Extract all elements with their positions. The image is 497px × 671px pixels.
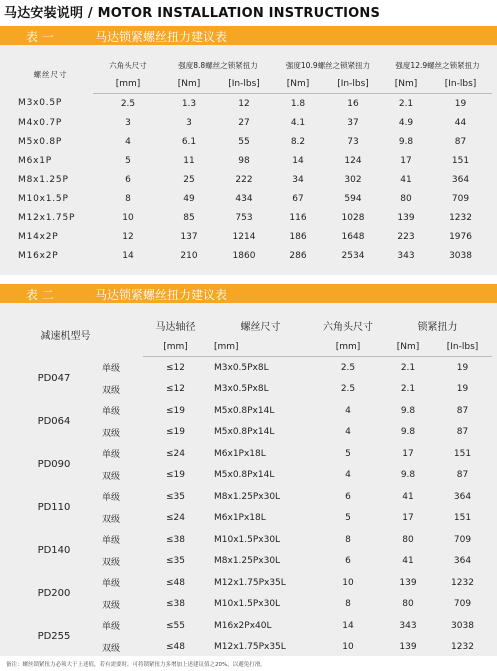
unit-cell: [In-lbs] [323, 75, 383, 94]
value-cell: M5x0.8Px14L [214, 427, 275, 438]
value-cell: 137 [180, 231, 198, 242]
value-cell: 2.5 [340, 384, 356, 395]
value-cell: 67 [292, 193, 304, 204]
header-grade-8-8: 强度8.8螺丝之锁紧扭力 [178, 60, 258, 70]
value-cell: 116 [289, 212, 307, 223]
stage-cell: 单级 [102, 450, 121, 461]
model-name: PD200 [37, 588, 71, 599]
screw-size-cell: M14x2P [18, 231, 59, 242]
value-cell: M8x1.25Px30L [214, 556, 281, 567]
section-2-tag: 表 二 [26, 288, 54, 302]
value-cell: M6x1Px18L [214, 513, 266, 524]
value-cell: 19 [454, 98, 467, 109]
value-cell: 6 [125, 174, 131, 185]
unit-cell: [Nm] [383, 75, 429, 94]
screw-size-cell: M3x0.5P [18, 98, 63, 109]
table-row [8, 132, 492, 151]
value-cell: 87 [456, 427, 469, 438]
screw-size-cell: M5x0.8P [18, 136, 63, 147]
value-cell: 343 [399, 620, 417, 631]
table-row [8, 400, 492, 422]
value-cell: 27 [238, 117, 250, 128]
value-cell: 3 [125, 117, 131, 128]
value-cell: ≤35 [166, 556, 185, 567]
value-cell: 1232 [451, 642, 474, 653]
section-1-tag: 表 一 [26, 30, 54, 44]
value-cell: 41 [402, 491, 414, 502]
table-row [8, 151, 492, 170]
value-cell: M12x1.75Px35L [214, 642, 286, 653]
header-motor-shaft: 马达轴径 [155, 321, 196, 333]
header-reducer-model: 减速机型号 [40, 330, 91, 342]
value-cell: 139 [397, 212, 415, 223]
model-name: PD090 [37, 459, 71, 470]
value-cell: ≤55 [166, 620, 185, 631]
value-cell: M16x2Px40L [214, 620, 272, 631]
unit-cell: [Nm] [273, 75, 323, 94]
value-cell: 5 [345, 513, 351, 524]
value-cell: 80 [400, 193, 412, 204]
value-cell: 6 [345, 491, 351, 502]
header-hex-size-2: 六角头尺寸 [323, 321, 373, 333]
value-cell: 2.1 [400, 362, 416, 373]
header-grade-10-9: 强度10.9螺丝之锁紧扭力 [285, 60, 371, 70]
value-cell: 25 [183, 174, 195, 185]
value-cell: 9.8 [398, 136, 414, 147]
value-cell: 16 [347, 98, 359, 109]
value-cell: 87 [456, 470, 469, 481]
stage-cell: 单级 [102, 536, 121, 547]
header-screw-size-2: 螺丝尺寸 [240, 321, 281, 333]
value-cell: 12 [122, 231, 134, 242]
torque-table-1 [8, 55, 492, 265]
header-hex-size: 六角头尺寸 [109, 60, 147, 70]
value-cell: 139 [399, 577, 417, 588]
unit-cell: [mm] [208, 338, 313, 357]
value-cell: 364 [451, 174, 470, 185]
value-cell: 10 [342, 642, 354, 653]
value-cell: 41 [402, 556, 414, 567]
screw-size-cell: M8x1.25P [18, 174, 69, 185]
value-cell: 87 [456, 405, 469, 416]
value-cell: 3 [186, 117, 192, 128]
section-2-title: 马达锁紧螺丝扭力建议表 [95, 288, 228, 302]
value-cell: 10 [122, 212, 134, 223]
value-cell: 434 [235, 193, 253, 204]
table-row [8, 357, 492, 379]
value-cell: 98 [238, 155, 250, 166]
unit-cell: [In-lbs] [429, 75, 492, 94]
value-cell: 8 [345, 534, 351, 545]
value-cell: 6 [345, 556, 351, 567]
value-cell: 1860 [232, 250, 256, 261]
table-row [8, 227, 492, 246]
value-cell: 1232 [449, 212, 472, 223]
screw-size-cell: M12x1.75P [18, 212, 76, 223]
stage-cell: 双级 [102, 385, 121, 396]
value-cell: 34 [292, 174, 304, 185]
value-cell: ≤19 [166, 405, 185, 416]
stage-cell: 单级 [102, 364, 121, 374]
value-cell: 4.9 [398, 117, 414, 128]
stage-cell: 单级 [102, 407, 121, 418]
value-cell: 9.8 [400, 405, 416, 416]
table-row [8, 170, 492, 189]
value-cell: 73 [347, 136, 359, 147]
value-cell: 55 [238, 136, 250, 147]
value-cell: 37 [347, 117, 359, 128]
table-row [8, 615, 492, 637]
unit-cell: [mm] [143, 338, 208, 357]
table-row [8, 208, 492, 227]
value-cell: ≤35 [166, 491, 185, 502]
value-cell: 594 [344, 193, 362, 204]
value-cell: 2534 [341, 250, 365, 261]
value-cell: 5 [345, 448, 351, 459]
table-row [8, 529, 492, 551]
value-cell: ≤48 [166, 642, 185, 653]
value-cell: 80 [402, 599, 414, 610]
value-cell: M3x0.5Px8L [214, 384, 269, 395]
value-cell: 6.1 [181, 136, 197, 147]
stage-cell: 双级 [102, 643, 121, 654]
value-cell: 343 [397, 250, 415, 261]
value-cell: 139 [399, 642, 417, 653]
value-cell: 1.3 [181, 98, 197, 109]
value-cell: 709 [453, 534, 472, 545]
value-cell: 210 [180, 250, 198, 261]
torque-table-2 [8, 312, 492, 658]
value-cell: 1.8 [290, 98, 306, 109]
value-cell: M3x0.5Px8L [214, 362, 269, 373]
model-name: PD110 [37, 502, 71, 513]
stage-cell: 双级 [102, 514, 121, 525]
value-cell: 151 [453, 513, 472, 524]
value-cell: 2.1 [400, 384, 416, 395]
value-cell: ≤12 [166, 362, 185, 373]
value-cell: 4.1 [290, 117, 306, 128]
screw-size-cell: M6x1P [18, 155, 52, 166]
value-cell: 49 [183, 193, 195, 204]
value-cell: 9.8 [400, 427, 416, 438]
value-cell: 10 [342, 577, 354, 588]
value-cell: M12x1.75Px35L [214, 577, 286, 588]
value-cell: M5x0.8Px14L [214, 405, 275, 416]
value-cell: 9.8 [400, 470, 416, 481]
screw-size-cell: M16x2P [18, 250, 59, 261]
screw-size-cell: M10x1.5P [18, 193, 69, 204]
unit-cell: [mm] [313, 338, 383, 357]
table-row [8, 113, 492, 132]
value-cell: 8.2 [290, 136, 306, 147]
value-cell: 14 [292, 155, 304, 166]
page-title: 马达安装说明 / MOTOR INSTALLATION INSTRUCTIONS [4, 6, 381, 21]
value-cell: 5 [125, 155, 131, 166]
value-cell: 1648 [341, 231, 365, 242]
value-cell: 1028 [341, 212, 365, 223]
value-cell: 709 [451, 193, 470, 204]
value-cell: 17 [400, 155, 412, 166]
value-cell: M10x1.5Px30L [214, 599, 281, 610]
value-cell: 14 [342, 620, 354, 631]
value-cell: ≤48 [166, 577, 185, 588]
model-name: PD255 [37, 631, 71, 642]
value-cell: 2.5 [340, 362, 356, 373]
unit-cell: [Nm] [383, 338, 433, 357]
table-row [8, 94, 492, 114]
value-cell: 85 [183, 212, 195, 223]
unit-cell: [Nm] [163, 75, 215, 94]
value-cell: ≤19 [166, 470, 185, 481]
value-cell: 1214 [232, 231, 256, 242]
model-name: PD047 [37, 372, 71, 384]
unit-cell: [In-lbs] [215, 75, 273, 94]
footnote: 备注：螺丝锁紧扭力必须大于上述值，若有需要时，可将锁紧扭力多增加上述建议值之20%，以避免打滑。 [6, 662, 266, 668]
section-1-header [0, 26, 497, 45]
value-cell: 11 [183, 155, 195, 166]
value-cell: 17 [402, 448, 414, 459]
value-cell: M5x0.8Px14L [214, 470, 275, 481]
value-cell: 4 [125, 136, 131, 147]
header-grade-12-9: 强度12.9螺丝之锁紧扭力 [395, 60, 480, 70]
value-cell: 302 [344, 174, 362, 185]
model-name: PD140 [37, 545, 71, 556]
value-cell: ≤12 [166, 384, 185, 395]
value-cell: 1232 [451, 577, 474, 588]
value-cell: 3038 [449, 250, 472, 261]
value-cell: 17 [402, 513, 414, 524]
value-cell: 753 [235, 212, 253, 223]
stage-cell: 双级 [102, 557, 121, 568]
value-cell: 364 [453, 491, 472, 502]
value-cell: 19 [456, 362, 469, 373]
table-row [8, 486, 492, 508]
value-cell: ≤38 [166, 599, 185, 610]
value-cell: 41 [400, 174, 412, 185]
stage-cell: 单级 [102, 493, 121, 504]
value-cell: 151 [451, 155, 470, 166]
screw-size-cell: M4x0.7P [18, 117, 63, 128]
value-cell: M8x1.25Px30L [214, 491, 281, 502]
unit-cell: [mm] [93, 75, 163, 94]
value-cell: 8 [125, 193, 131, 204]
table-row [8, 246, 492, 265]
stage-cell: 双级 [102, 600, 121, 611]
stage-cell: 单级 [102, 622, 121, 633]
value-cell: 364 [453, 556, 472, 567]
value-cell: 4 [345, 405, 351, 416]
value-cell: 222 [235, 174, 253, 185]
value-cell: 12 [238, 98, 250, 109]
stage-cell: 单级 [102, 579, 121, 590]
value-cell: 19 [456, 384, 469, 395]
stage-cell: 双级 [102, 471, 121, 482]
value-cell: 4 [345, 470, 351, 481]
value-cell: 151 [453, 448, 472, 459]
table-row [8, 189, 492, 208]
value-cell: ≤19 [166, 427, 185, 438]
unit-cell: [In-lbs] [433, 338, 492, 357]
header-screw-size: 螺丝尺寸 [33, 69, 68, 79]
value-cell: 2.5 [120, 98, 136, 109]
section-2-header [0, 284, 497, 303]
value-cell: 124 [344, 155, 362, 166]
value-cell: 186 [289, 231, 307, 242]
stage-cell: 双级 [102, 428, 121, 439]
value-cell: 286 [289, 250, 307, 261]
value-cell: M10x1.5Px30L [214, 534, 281, 545]
value-cell: 709 [453, 599, 472, 610]
value-cell: 2.1 [398, 98, 414, 109]
value-cell: 3038 [451, 620, 474, 631]
section-1-title: 马达锁紧螺丝扭力建议表 [95, 30, 228, 44]
value-cell: 4 [345, 427, 351, 438]
value-cell: 44 [454, 117, 467, 128]
value-cell: 87 [454, 136, 467, 147]
model-name: PD064 [37, 416, 71, 427]
value-cell: 8 [345, 599, 351, 610]
value-cell: ≤38 [166, 534, 185, 545]
value-cell: 80 [402, 534, 414, 545]
value-cell: ≤24 [166, 513, 185, 524]
value-cell: 223 [397, 231, 415, 242]
value-cell: M6x1Px18L [214, 448, 266, 459]
value-cell: ≤24 [166, 448, 185, 459]
value-cell: 1976 [449, 231, 472, 242]
value-cell: 14 [122, 250, 134, 261]
header-torque: 锁紧扭力 [417, 321, 458, 333]
table-row [8, 572, 492, 594]
table-row [8, 443, 492, 465]
